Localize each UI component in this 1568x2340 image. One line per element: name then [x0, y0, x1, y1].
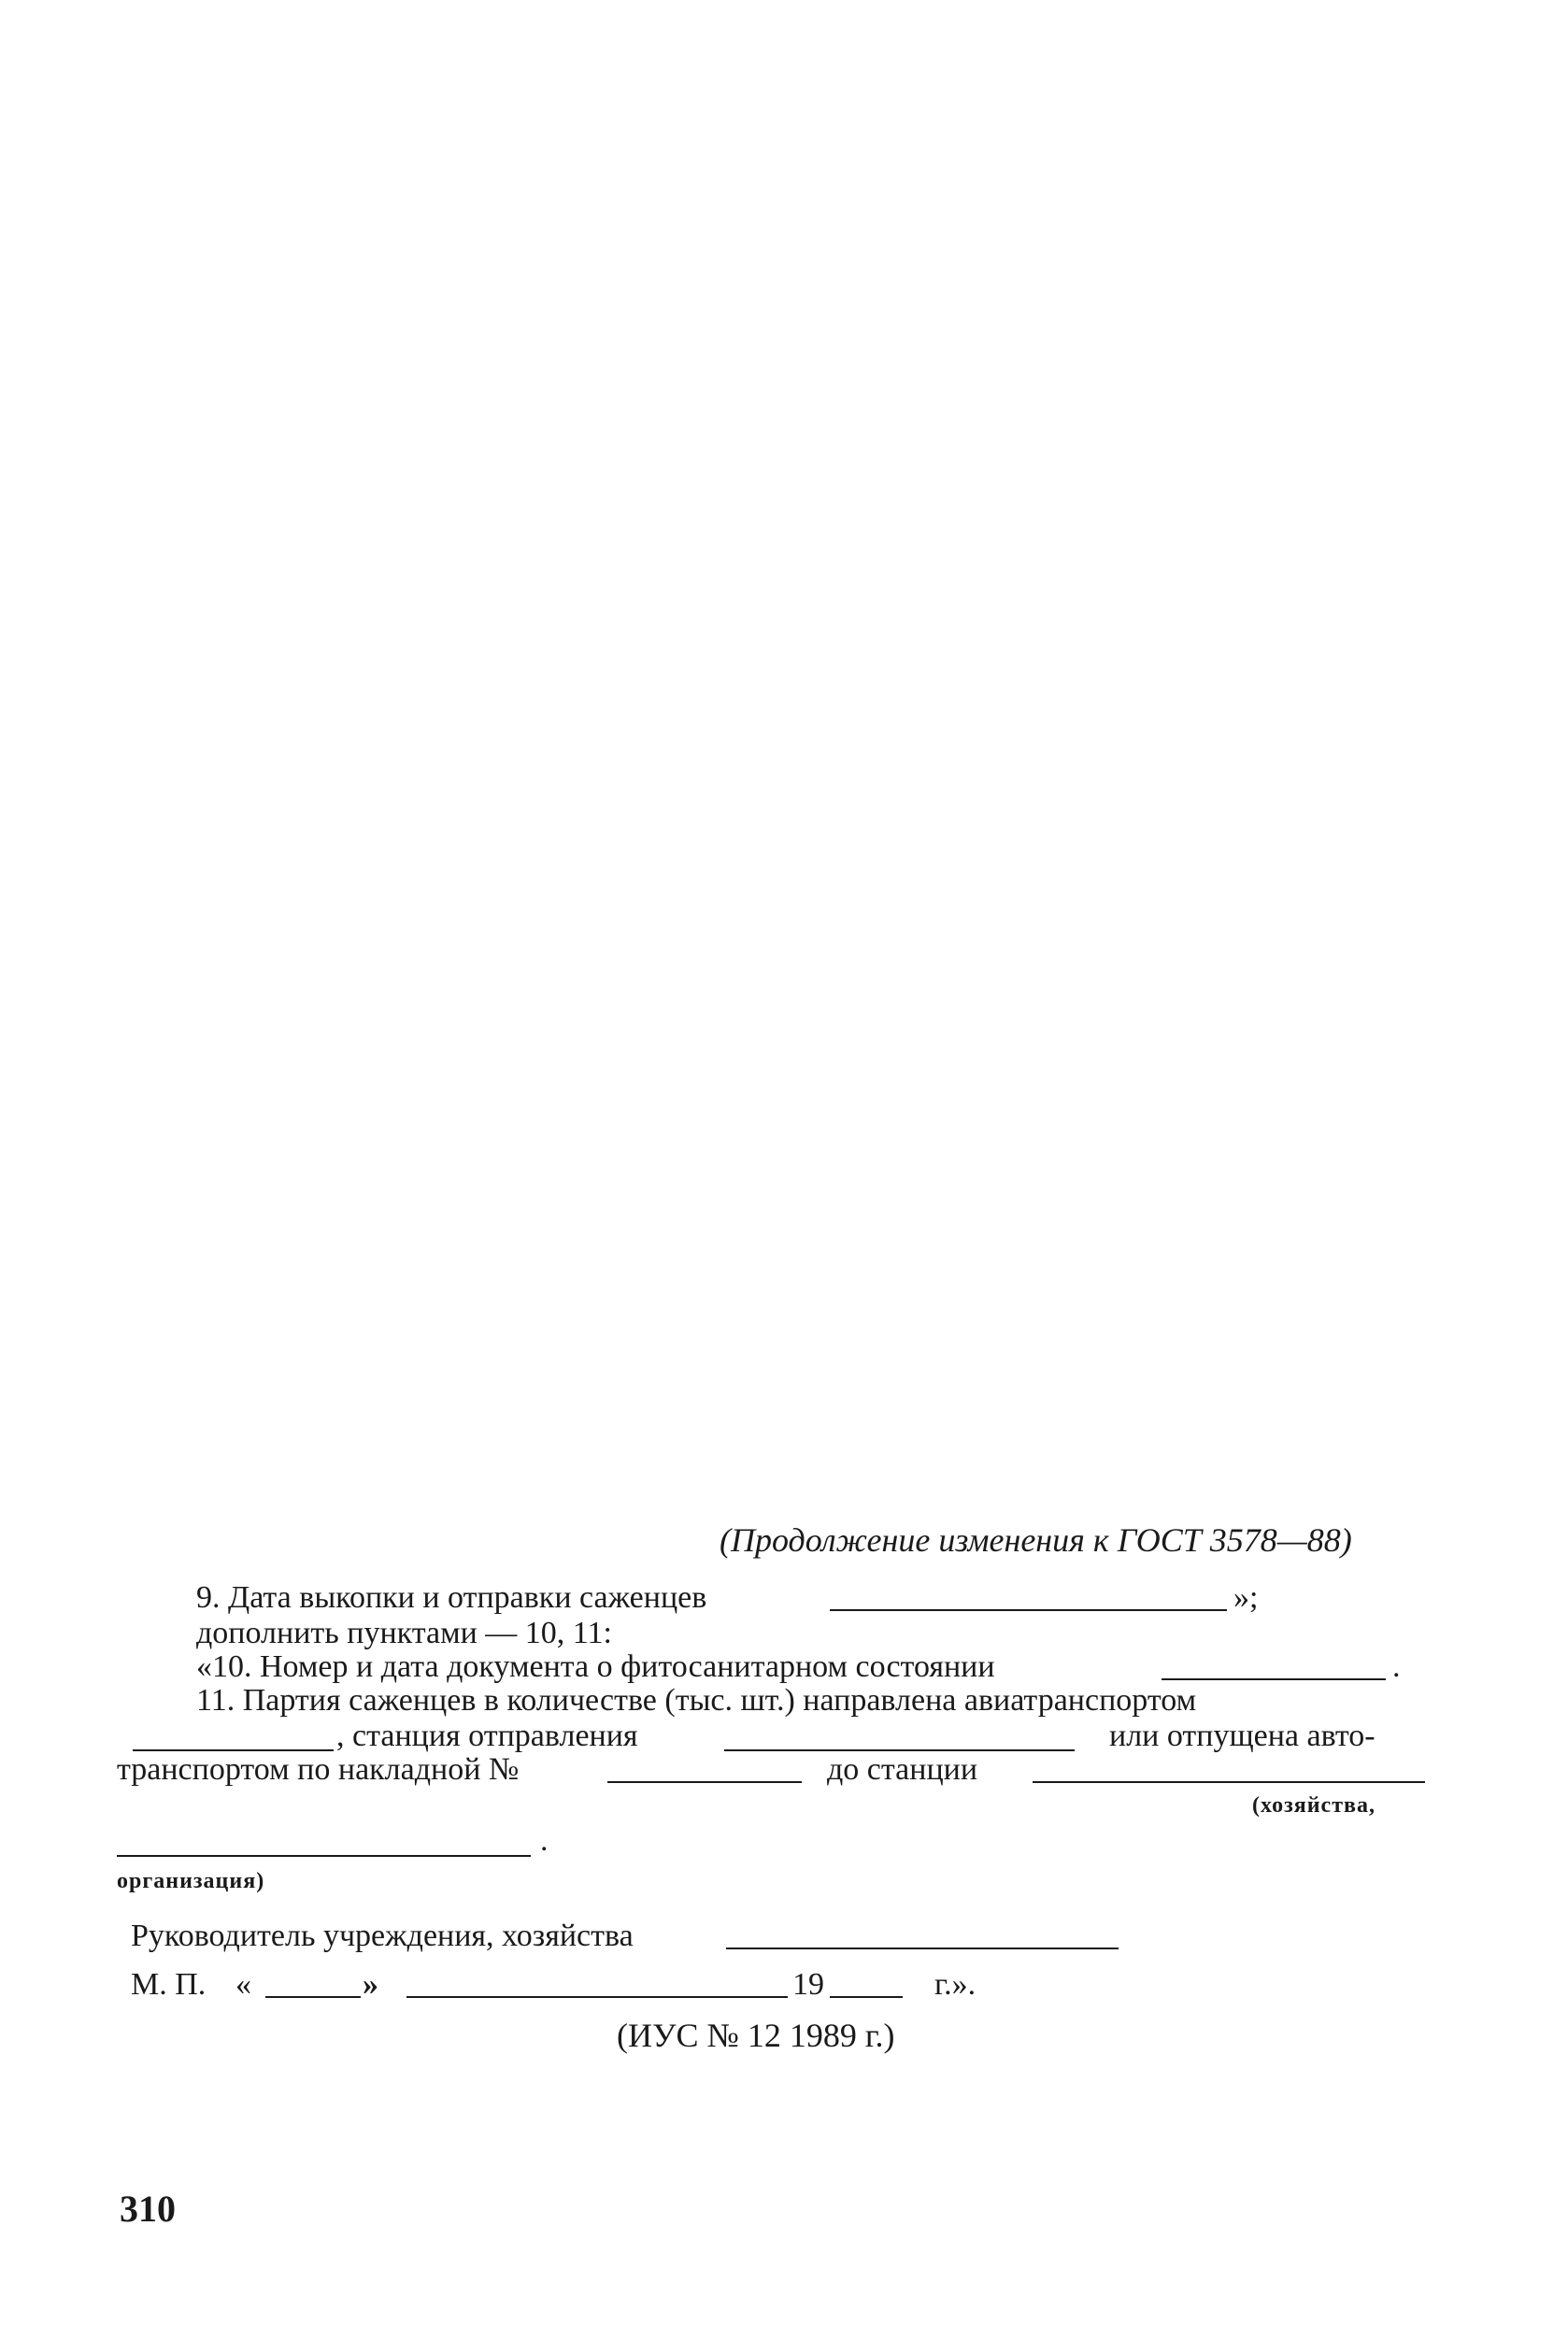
- page-number: 310: [120, 2188, 176, 2230]
- document-heading: (Продолжение изменения к ГОСТ 3578—88): [720, 1521, 1352, 1559]
- signature-blank: [726, 1948, 1119, 1949]
- month-blank: [406, 1996, 788, 1998]
- item-9-line: [196, 1579, 706, 1617]
- item-10-blank: [1162, 1678, 1386, 1680]
- stamp-label: М. П.: [131, 1967, 207, 2002]
- item-9-end: »;: [1233, 1580, 1259, 1615]
- close-quote: »: [363, 1967, 378, 2002]
- waybill-blank: [607, 1781, 802, 1783]
- waybill-line: транспортом по накладной №: [117, 1752, 520, 1787]
- signature-line: Руководитель учреждения, хозяйства: [131, 1919, 634, 1953]
- day-blank: [265, 1996, 361, 1998]
- organization-end: .: [540, 1823, 549, 1858]
- year-prefix: 19: [792, 1967, 824, 2002]
- destination-line: до станции: [827, 1752, 978, 1787]
- station-line: , станция отправления: [336, 1719, 638, 1753]
- item-9-blank: [830, 1609, 1227, 1611]
- item-10-line: [196, 1648, 995, 1686]
- item-10-end: .: [1392, 1649, 1401, 1684]
- year-blank: [830, 1996, 903, 1998]
- item-10-text: «10. Номер и дата документа о фитосанитарном состоянии: [196, 1649, 995, 1684]
- caption-farm: (хозяйства,: [1252, 1793, 1376, 1818]
- organization-blank: [117, 1855, 531, 1857]
- source-note: (ИУС № 12 1989 г.): [617, 2017, 895, 2054]
- open-quote: «: [235, 1967, 251, 2002]
- destination-blank: [1033, 1781, 1425, 1783]
- item-9-text: 9. Дата выкопки и отправки саженцев: [196, 1580, 707, 1615]
- caption-organization: организация): [117, 1869, 265, 1893]
- auto-transport-line: или отпущена авто-: [1109, 1719, 1376, 1753]
- year-suffix: г.».: [934, 1967, 976, 2002]
- item-11-line: 11. Партия саженцев в количестве (тыс. шт.) направлена авиатранспортом: [196, 1683, 1197, 1718]
- amend-line: дополнить пунктами — 10, 11:: [196, 1616, 612, 1650]
